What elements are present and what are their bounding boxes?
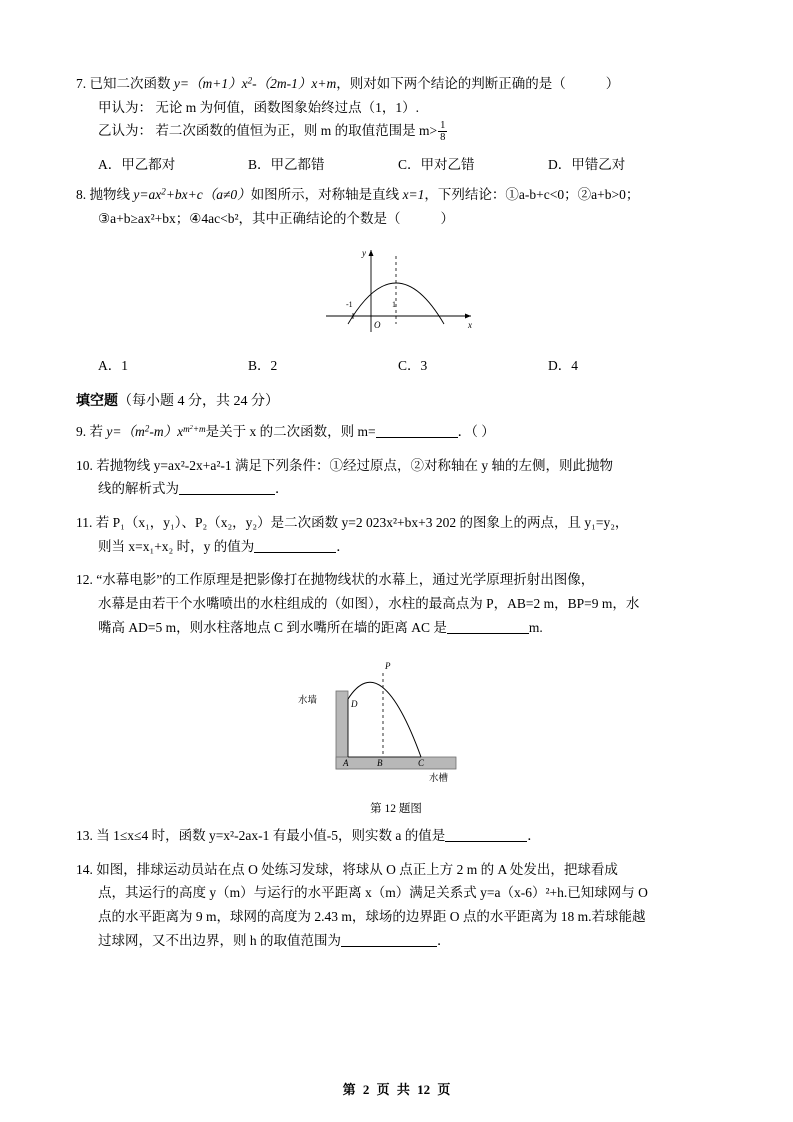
- question-13-answer-blank[interactable]: [445, 828, 527, 843]
- question-11-line-2: [76, 535, 716, 559]
- page-content: [76, 72, 716, 962]
- question-14-text-4: 过球网，又不出边界，则 h 的取值范围为: [98, 932, 341, 948]
- question-9-function: $y=(m^2-m)x^{m^2+m}$: [106, 423, 206, 440]
- question-10-line-2: [76, 477, 716, 501]
- question-11: [76, 511, 716, 558]
- question-12: [76, 568, 716, 639]
- footer-page-number: 2: [362, 1082, 370, 1097]
- question-12-text-3: 嘴高 AD=5 m，则水柱落地点 C 到水嘴所在墙的距离 AC 是: [98, 619, 447, 635]
- question-14-line-4: [76, 929, 716, 953]
- question-7-function: $y=(m+1)x^2-(2m-1)x+m$: [173, 75, 337, 91]
- question-12-line-1: [76, 568, 716, 592]
- question-7-stem-end: ）: [605, 76, 620, 91]
- question-14-text-1: 如图，排球运动员站在点 O 处练习发球，将球从 O 点正上方 2 m 的 A 处发出，把球看成: [96, 861, 618, 877]
- x-axis-label: x: [468, 320, 472, 331]
- label-c: C: [418, 758, 425, 769]
- label-b: B: [377, 758, 383, 769]
- question-7-stem-pre: 已知二次函数: [89, 76, 171, 91]
- question-14: [76, 858, 716, 953]
- question-14-line-1: [76, 858, 716, 882]
- question-14-text-2: 点，其运行的高度 y（m）与运行的水平距离 x（m）满足关系式 y=a（x-6）²+h.已知球网与 O: [98, 885, 648, 901]
- question-8-text-a: 抛物线: [89, 186, 130, 202]
- question-9-answer-blank[interactable]: [376, 424, 458, 439]
- question-7-yi-text: 若二次函数的值恒为正，则 m 的取值范围是 m>: [155, 123, 438, 139]
- question-7-option-a[interactable]: A．甲乙都对: [98, 156, 176, 172]
- question-11-text-2: 则当 x=x₁+x₂ 时，y 的值为: [98, 538, 255, 554]
- water-screen-diagram: [281, 653, 511, 793]
- question-13-text-2: ．: [527, 828, 541, 844]
- question-7-yi-label: 乙认为：: [98, 123, 152, 139]
- question-10-text-1: 若抛物线 y=ax²-2x+a²-1 满足下列条件：①经过原点，②对称轴在 y 轴的左侧，则此抛物: [96, 457, 614, 473]
- label-a: A: [343, 758, 349, 769]
- question-11-text-3: ．: [336, 538, 350, 554]
- question-14-text-5: ．: [437, 932, 451, 948]
- question-8-function: $y=ax^2+bx+c(a\ne 0)$: [133, 186, 251, 202]
- question-8-text-b: 如图所示，对称轴是直线: [250, 186, 400, 202]
- question-8-option-a[interactable]: A．1: [98, 358, 128, 374]
- question-14-text-3: 点的水平距离为 9 m，球网的高度为 2.43 m，球场的边界距 O 点的水平距离为 18 m.若球能越: [98, 909, 646, 924]
- question-8-text-c: ，下列结论：①a-b+c<0；②a+b>0；: [424, 186, 640, 202]
- section-2-title: 填空题: [76, 394, 118, 410]
- question-7-jia-label: 甲认为：: [98, 99, 152, 115]
- footer-total-label: 共: [396, 1082, 410, 1097]
- question-7-fraction: [438, 120, 447, 143]
- question-8-option-b[interactable]: B．2: [248, 358, 278, 374]
- question-14-number: 14.: [76, 861, 93, 877]
- question-7-claim-jia: [76, 96, 716, 120]
- question-10-text-3: ．: [275, 481, 289, 497]
- question-7-option-d[interactable]: D．甲错乙对: [548, 156, 626, 172]
- tick-label-neg1: -1: [346, 300, 353, 310]
- question-12-text-1: “水幕电影”的工作原理是把影像打在抛物线状的水幕上，通过光学原理折射出图像，: [96, 572, 595, 588]
- question-7-option-c[interactable]: C．甲对乙错: [398, 156, 475, 172]
- question-8-text-d: ③a+b≥ax²+bx；④4ac<b²，其中正确结论的个数是（: [98, 210, 401, 226]
- question-8-options: [76, 354, 716, 374]
- fraction-denominator: 8: [440, 131, 446, 143]
- question-9-text-b: 是关于 x 的二次函数，则 m=: [205, 424, 376, 440]
- question-13-number: 13.: [76, 828, 93, 844]
- page-footer: [0, 1079, 793, 1098]
- question-8-line-2: [76, 207, 716, 231]
- question-13-line-1: [76, 824, 716, 848]
- footer-page-label-1: 第: [342, 1082, 356, 1097]
- label-trough: 水槽: [429, 774, 449, 785]
- question-8-figure: [76, 240, 716, 346]
- question-10-number: 10.: [76, 457, 93, 473]
- tick-label-1: 1: [392, 300, 396, 310]
- question-7-stem: [76, 72, 716, 96]
- question-14-line-3: [76, 905, 716, 929]
- question-8-option-d[interactable]: D．4: [548, 358, 578, 374]
- question-7-stem-post: ，则对如下两个结论的判断正确的是（: [336, 76, 566, 91]
- question-8: [76, 183, 716, 230]
- question-7-options: [76, 153, 716, 173]
- question-12-figure-caption: 第 12 题图: [370, 803, 422, 816]
- question-8-line-1: [76, 183, 716, 207]
- fraction-numerator: 1: [440, 119, 446, 131]
- question-11-answer-blank[interactable]: [254, 538, 336, 553]
- question-7-option-b[interactable]: B．甲乙都错: [248, 156, 325, 172]
- question-12-line-2: [76, 592, 716, 616]
- question-13: [76, 824, 716, 848]
- question-9-line-1: [76, 420, 716, 444]
- label-wall: 水墙: [298, 696, 318, 707]
- question-11-text-1: 若 P₁（x₁，y₁）、P₂（x₂，y₂）是二次函数 y=2 023x²+bx+3 202 的图象上的两点，且 y₁=y₂，: [95, 515, 629, 530]
- question-9: [76, 420, 716, 444]
- question-12-text-4: m.: [528, 619, 543, 635]
- question-11-line-1: [76, 511, 716, 535]
- origin-label: O: [374, 320, 381, 331]
- footer-total-number: 12: [417, 1082, 431, 1097]
- question-9-number: 9.: [76, 424, 87, 440]
- question-11-number: 11.: [76, 515, 93, 530]
- question-9-text-a: 若: [89, 424, 103, 440]
- question-14-line-2: [76, 881, 716, 905]
- question-8-axis: x=1: [402, 186, 425, 202]
- question-12-figure: [76, 649, 716, 816]
- question-12-line-3: [76, 616, 716, 640]
- label-p: P: [385, 661, 391, 672]
- question-10-line-1: [76, 454, 716, 478]
- question-7-claim-yi: [76, 119, 716, 143]
- footer-page-label-2: 页: [376, 1082, 390, 1097]
- question-12-number: 12.: [76, 572, 93, 588]
- question-13-text-1: 当 1≤x≤4 时，函数 y=x²-2ax-1 有最小值-5，则实数 a 的值是: [96, 828, 446, 844]
- question-7-jia-text: 无论 m 为何值，函数图象始终过点（1，1）.: [155, 99, 420, 115]
- question-10: [76, 454, 716, 501]
- footer-total-unit: 页: [437, 1082, 451, 1097]
- question-7-number: 7.: [76, 76, 87, 91]
- question-10-text-2: 线的解析式为: [98, 481, 179, 497]
- question-9-text-c: ．（ ）: [457, 424, 495, 440]
- question-8-text-end: ）: [440, 210, 455, 226]
- label-d: D: [351, 699, 358, 710]
- section-2-heading: [76, 390, 716, 410]
- question-12-answer-blank[interactable]: [447, 619, 529, 634]
- question-7: [76, 72, 716, 143]
- y-axis-label: y: [362, 248, 366, 259]
- question-8-number: 8.: [76, 186, 87, 202]
- question-14-answer-blank[interactable]: [341, 932, 437, 947]
- section-2-detail: （每小题 4 分，共 24 分）: [118, 394, 279, 410]
- question-8-option-c[interactable]: C．3: [398, 358, 428, 374]
- question-12-text-2: 水幕是由若干个水嘴喷出的水柱组成的（如图），水柱的最高点为 P，AB=2 m，BP=9 m，水: [98, 595, 640, 611]
- parabola-diagram: [296, 244, 496, 339]
- question-10-answer-blank[interactable]: [179, 481, 275, 496]
